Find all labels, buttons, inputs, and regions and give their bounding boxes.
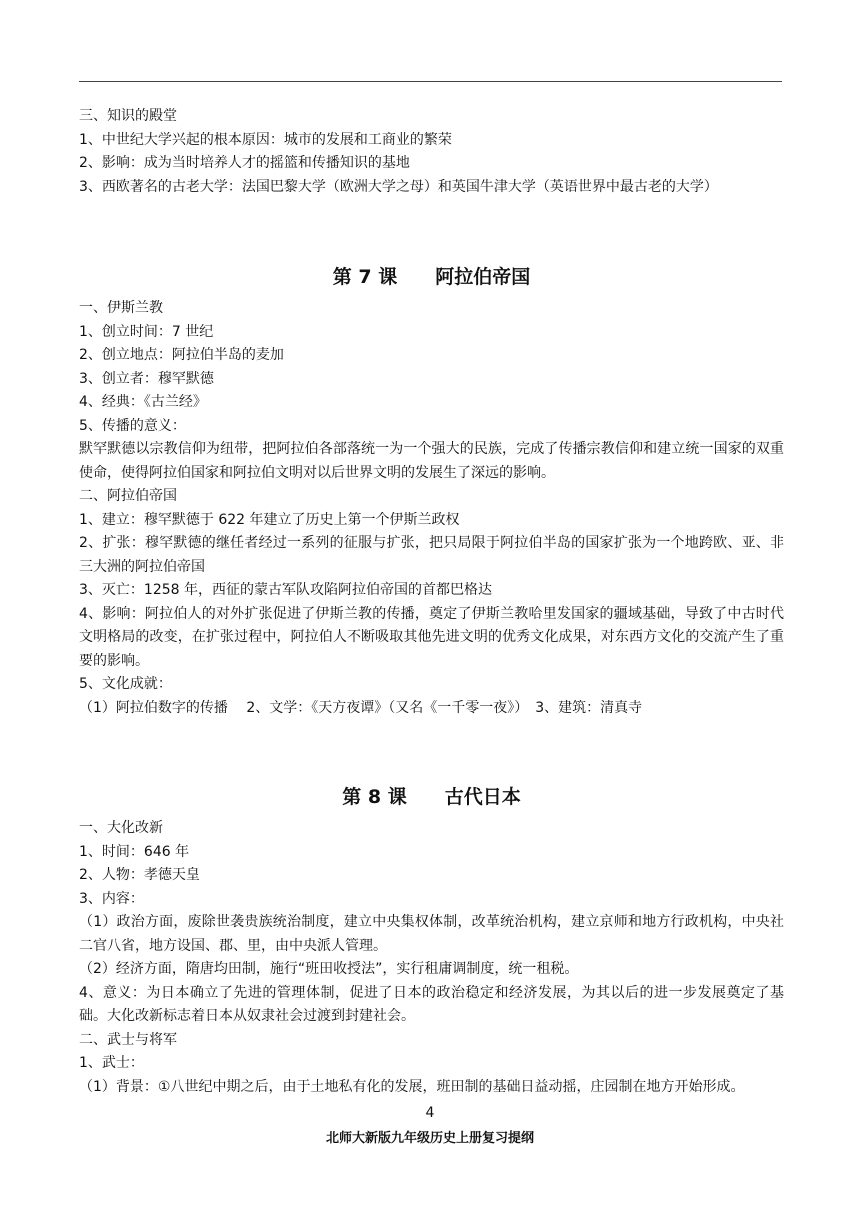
lesson-7-title: 第 7 课 阿拉伯帝国 xyxy=(332,266,531,288)
text-line: 3、灭亡：1258 年，西征的蒙古军队攻陷阿拉伯帝国的首都巴格达 xyxy=(79,582,492,598)
subheading-samurai-shogun: 二、武士与将军 xyxy=(79,1031,177,1048)
text-paragraph: （1）政治方面，废除世袭贵族统治制度，建立中央集权体制，改革统治机构，建立京师和地方行政机构，中央社二官八省，地方设国、郡、里，由中央派人管理。 xyxy=(79,914,784,954)
subheading-islam: 一、伊斯兰教 xyxy=(79,300,163,316)
footer-title: 北师大新版九年级历史上册复习提纲 xyxy=(325,1131,534,1146)
text-line: （1）阿拉伯数字的传播 2、文学：《天方夜谭》（又名《一千零一夜》） 3、建筑：清真寺 xyxy=(79,699,643,716)
page-content xyxy=(79,105,784,1099)
text-line: 4、经典：《古兰经》 xyxy=(79,394,207,410)
lesson-8-title: 第 8 课 古代日本 xyxy=(342,786,521,808)
text-line: （2）经济方面，隋唐均田制，施行“班田收授法”，实行租庸调制度，统一租税。 xyxy=(79,961,579,977)
text-line: 1、创立时间：7 世纪 xyxy=(79,323,214,340)
text-line: 3、内容： xyxy=(79,890,144,907)
text-line: 3、西欧著名的古老大学：法国巴黎大学（欧洲大学之母）和英国牛津大学（英语世界中最古老的大学） xyxy=(79,178,718,195)
subheading-arab-empire: 二、阿拉伯帝国 xyxy=(79,488,177,504)
text-line: 1、中世纪大学兴起的根本原因：城市的发展和工商业的繁荣 xyxy=(79,131,452,148)
page-number: 4 xyxy=(425,1105,435,1121)
text-line: 5、传播的意义： xyxy=(79,417,186,434)
text-line: 1、建立：穆罕默德于 622 年建立了历史上第一个伊斯兰政权 xyxy=(79,511,460,528)
text-line: 1、武士： xyxy=(79,1055,144,1071)
heading-knowledge-hall: 三、知识的殿堂 xyxy=(79,108,177,124)
text-paragraph: 2、扩张：穆罕默德的继任者经过一系列的征服与扩张，把只局限于阿拉伯半岛的国家扩张为一个地跨欧、亚、非三大洲的阿拉伯帝国 xyxy=(79,535,784,575)
text-line: 2、人物：孝德天皇 xyxy=(79,867,200,883)
subheading-taika-reform: 一、大化改新 xyxy=(79,820,163,836)
text-paragraph: 4、意义：为日本确立了先进的管理体制，促进了日本的政治稳定和经济发展，为其以后的进一步发展奠定了基础。大化改新标志着日本从奴隶社会过渡到封建社会。 xyxy=(79,984,784,1024)
text-line: 3、创立者：穆罕默德 xyxy=(79,370,214,387)
text-line: （1）背景：①八世纪中期之后，由于土地私有化的发展，班田制的基础日益动摇，庄园制在地方开始形成。 xyxy=(79,1078,745,1095)
section-knowledge-hall xyxy=(79,105,784,199)
text-paragraph: 默罕默德以宗教信仰为纽带，把阿拉伯各部落统一为一个强大的民族，完成了传播宗教信仰和建立统一国家的双重使命，使得阿拉伯国家和阿拉伯文明对以后世界文明的发展生了深远的影响。 xyxy=(79,441,784,481)
text-line: 5、文化成就： xyxy=(79,676,172,692)
text-line: 2、创立地点：阿拉伯半岛的麦加 xyxy=(79,347,284,363)
text-line: 1、时间：646 年 xyxy=(79,843,190,860)
lesson-8 xyxy=(79,777,784,1099)
text-paragraph: 4、影响：阿拉伯人的对外扩张促进了伊斯兰教的传播，奠定了伊斯兰教哈里发国家的疆域基础，导致了中古时代文明格局的改变，在扩张过程中，阿拉伯人不断吸取其他先进文明的优秀文化成果，对东西方文化的交流产生了重要的影响。 xyxy=(79,605,784,669)
header-rule xyxy=(79,81,782,82)
text-line: 2、影响：成为当时培养人才的摇篮和传播知识的基地 xyxy=(79,155,410,171)
lesson-7 xyxy=(79,257,784,720)
